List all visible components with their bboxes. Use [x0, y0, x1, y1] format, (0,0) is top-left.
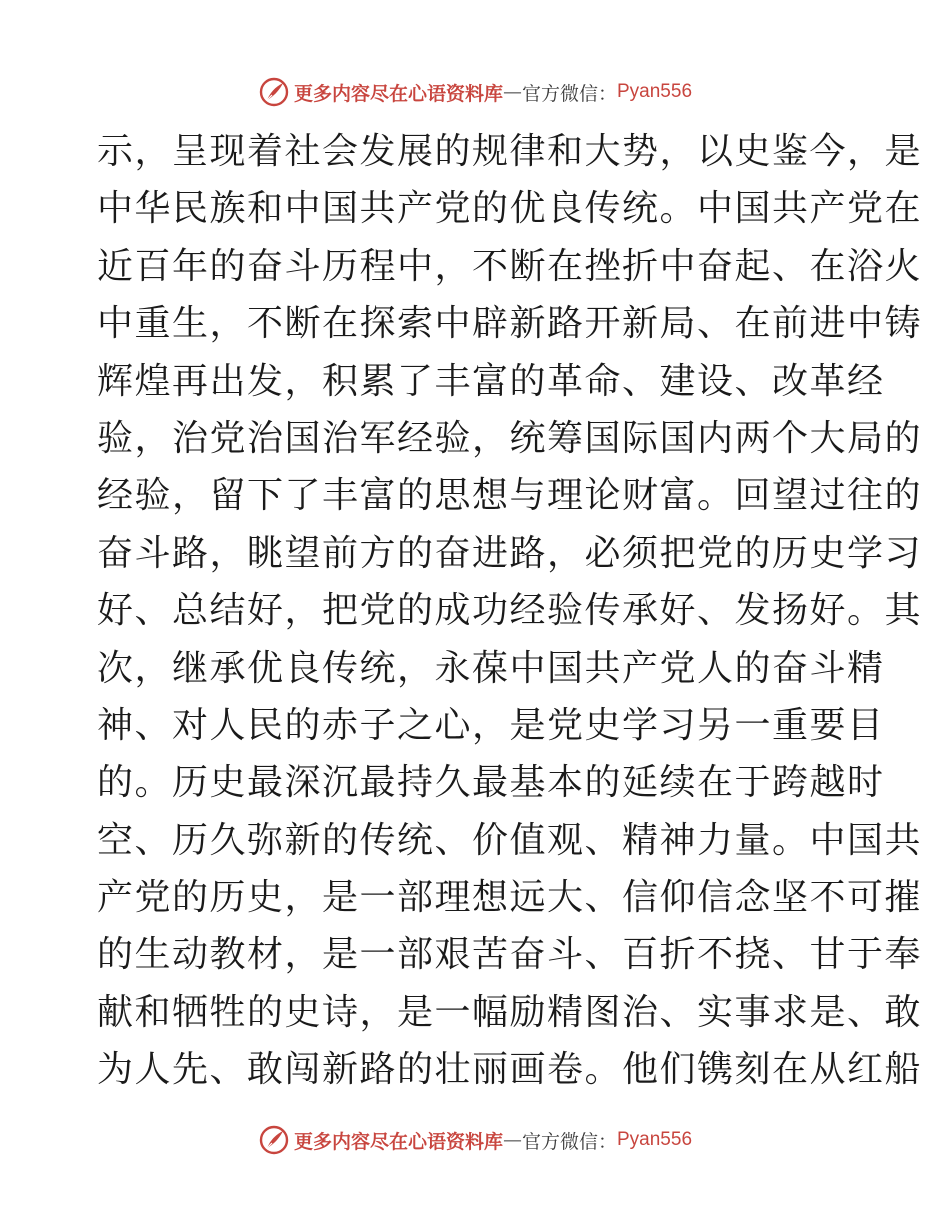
- text-line: 神、对人民的赤子之心，是党史学习另一重要目: [97, 704, 885, 746]
- footer-wechat-id: Pyan556: [617, 1129, 693, 1150]
- header-wechat-id: Pyan556: [617, 81, 693, 102]
- header-site-name: 更多内容尽在心语资料库: [293, 82, 503, 105]
- text-line: 中华民族和中国共产党的优良传统。中国共产党在: [97, 188, 923, 230]
- footer-site-name: 更多内容尽在心语资料库: [293, 1130, 503, 1153]
- body-text: [97, 123, 923, 1099]
- text-line: 的生动教材，是一部艰苦奋斗、百折不挠、甘于奉: [97, 934, 923, 976]
- quill-logo-icon: [258, 1124, 290, 1156]
- text-line: 验，治党治国治军经验，统筹国际国内两个大局的: [97, 417, 923, 459]
- header-banner: [0, 72, 950, 112]
- footer-official-label: 官方微信：: [521, 1130, 617, 1153]
- text-line: 次，继承优良传统，永葆中国共产党人的奋斗精: [97, 647, 885, 689]
- quill-logo-icon: [258, 76, 290, 108]
- header-official-label: 官方微信：: [521, 82, 617, 105]
- text-line: 奋斗路，眺望前方的奋进路，必须把党的历史学习: [97, 532, 923, 574]
- text-line: 的。历史最深沉最持久最基本的延续在于跨越时: [97, 762, 885, 804]
- text-line: 空、历久弥新的传统、价值观、精神力量。中国共: [97, 819, 923, 861]
- header-dash: —: [502, 81, 522, 103]
- text-line: 献和牺牲的史诗，是一幅励精图治、实事求是、敢: [97, 991, 923, 1033]
- footer-banner: [0, 1120, 950, 1160]
- text-line: 示，呈现着社会发展的规律和大势，以史鉴今，是: [97, 131, 923, 172]
- text-line: 经验，留下了丰富的思想与理论财富。回望过往的: [97, 475, 923, 517]
- text-line: 产党的历史，是一部理想远大、信仰信念坚不可摧: [97, 877, 923, 919]
- footer-dash: —: [502, 1129, 522, 1151]
- text-line: 近百年的奋斗历程中，不断在挫折中奋起、在浴火: [97, 245, 923, 287]
- text-line: 为人先、敢闯新路的壮丽画卷。他们镌刻在从红船: [97, 1049, 923, 1091]
- text-line: 中重生，不断在探索中辟新路开新局、在前进中铸: [97, 303, 923, 345]
- text-line: 辉煌再出发，积累了丰富的革命、建设、改革经: [97, 360, 885, 402]
- text-line: 好、总结好，把党的成功经验传承好、发扬好。其: [97, 590, 923, 632]
